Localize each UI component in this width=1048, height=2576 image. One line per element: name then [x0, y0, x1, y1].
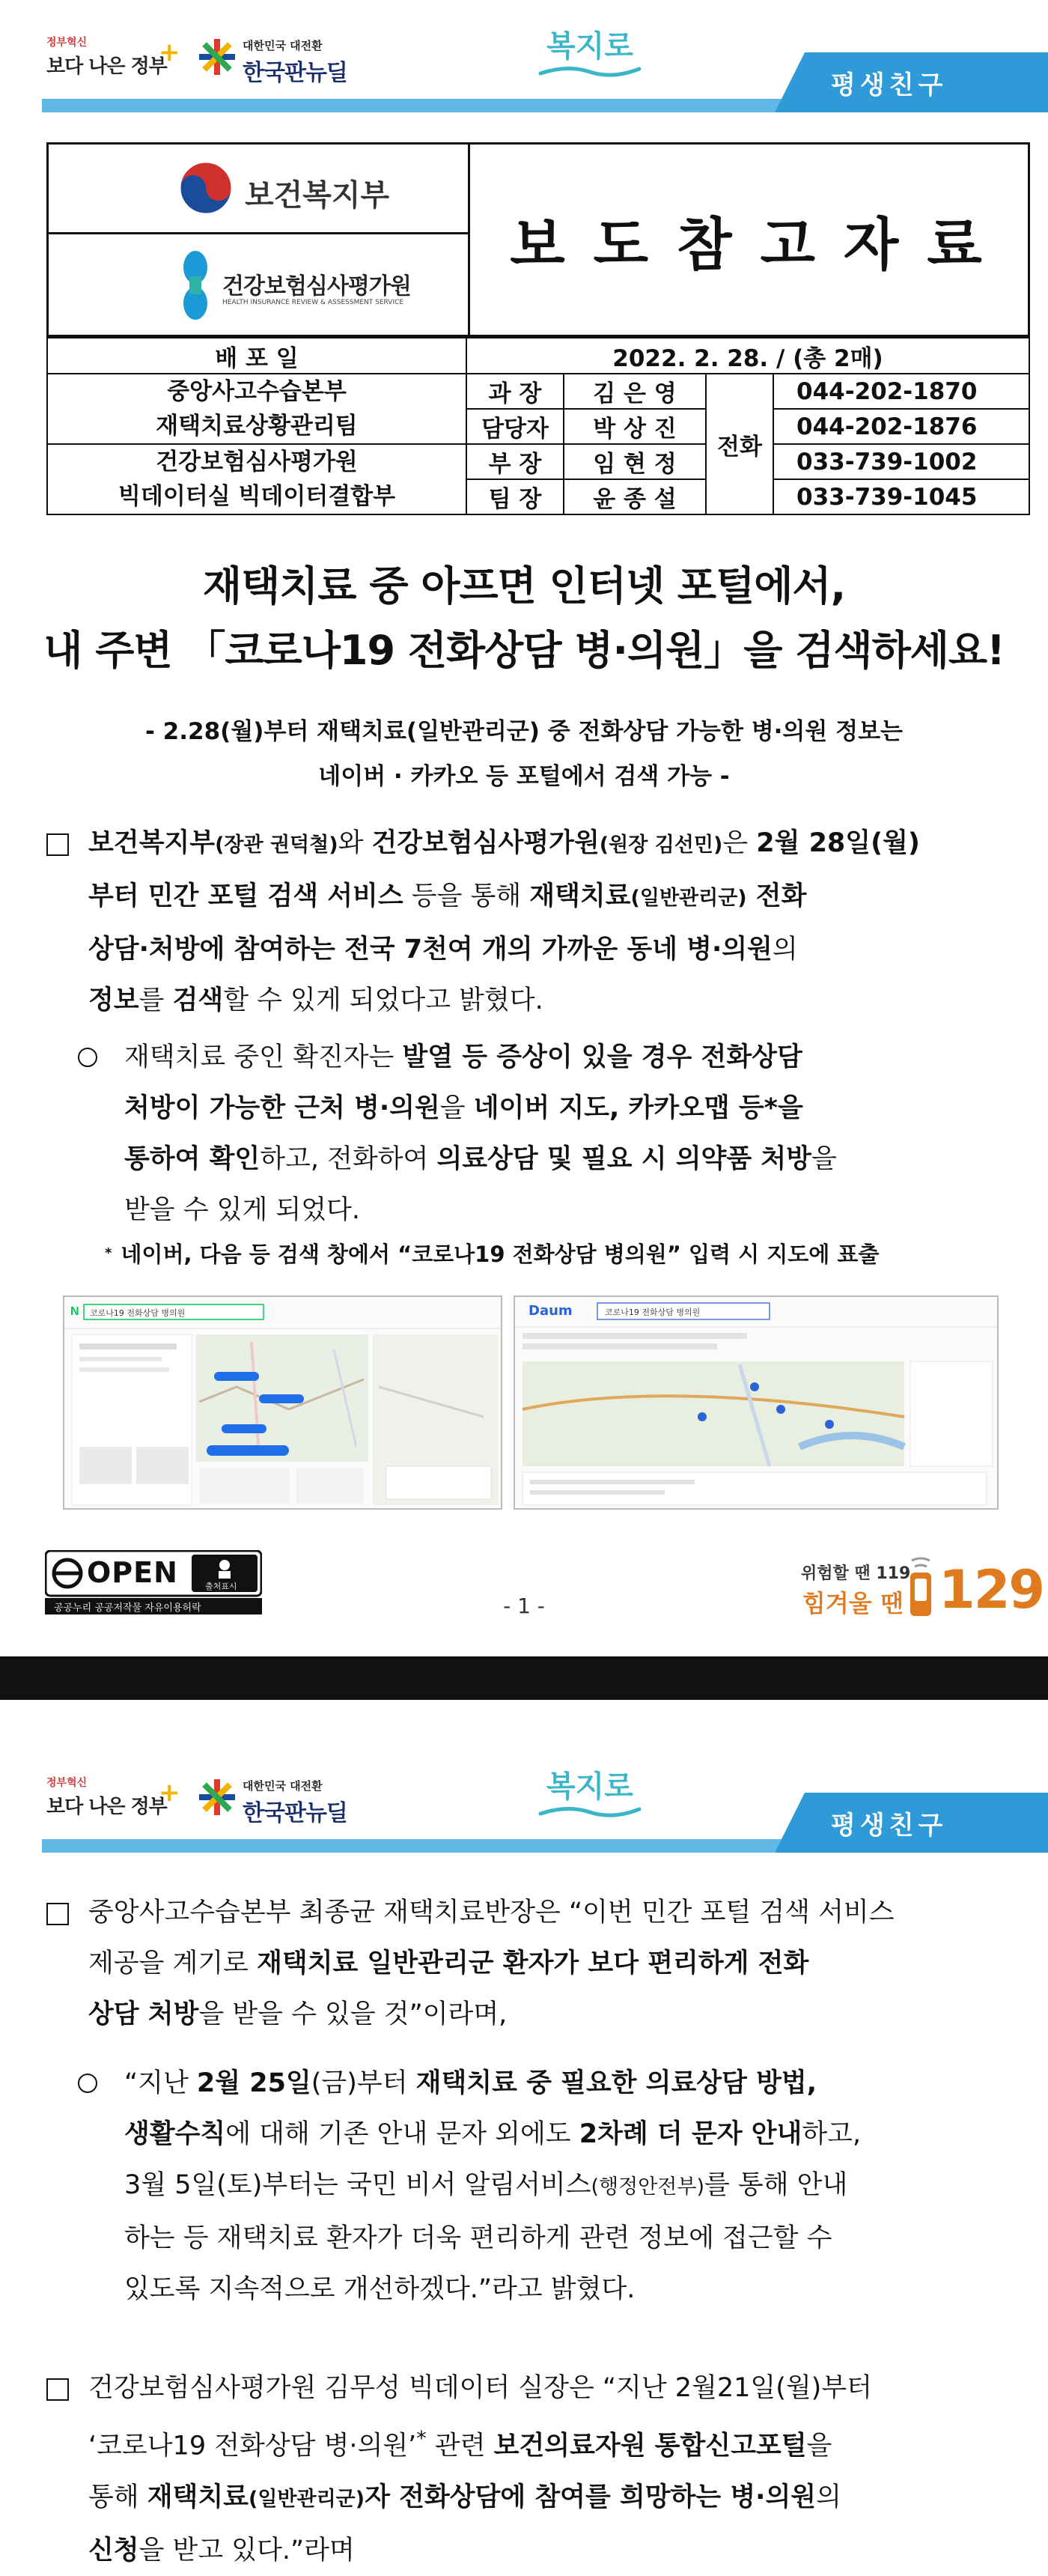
footnote-text: 네이버, 다음 등 검색 창에서 “코로나19 전화상담 병의원” 입력 시 지도에 표출	[121, 1242, 880, 1267]
checkbox-bullet	[46, 1903, 69, 1925]
text: 를 통해 안내	[704, 2170, 848, 2200]
new-deal-mark-icon	[196, 1776, 238, 1818]
text-bold-small: (장관 권덕철)	[215, 833, 338, 857]
text-bold: 상담 처방	[88, 1999, 199, 2029]
text-bold: 보건의료자원 통합신고포털	[493, 2431, 807, 2461]
headline-line-1: 재택치료 중 아프면 인터넷 포털에서,	[202, 562, 846, 610]
text: (금)부터	[311, 2068, 416, 2098]
subhead-line-2: 네이버 · 카카오 등 포털에서 검색 가능 -	[318, 763, 730, 790]
page-separator	[0, 1656, 1048, 1700]
open-badge-label: 출처표시	[205, 1582, 237, 1591]
text: 을 받을 수 있을 것”이라며,	[198, 1999, 508, 2029]
page-header	[0, 0, 1048, 120]
government-innovation-logo	[46, 34, 189, 84]
text-bold: 네이버 지도, 카카오맵 등*을	[473, 1093, 803, 1123]
paragraph-1	[88, 818, 1039, 1026]
text: “지난	[124, 2068, 197, 2098]
bokjiro-wave-icon	[537, 63, 642, 79]
page2-paragraph-1	[88, 1887, 1039, 2040]
korean-new-deal-logo	[196, 1773, 391, 1826]
page2-paragraph-3	[88, 2363, 1039, 2576]
contact-name: 임 현 정	[564, 444, 706, 479]
checkbox-bullet	[46, 2378, 69, 2401]
text: 은	[722, 828, 757, 858]
daum-logo: Daum	[528, 1303, 573, 1319]
logo-kr-bottom: 한국판뉴딜	[243, 60, 347, 86]
open-label: OPEN	[87, 1556, 178, 1589]
checkbox-bullet	[46, 833, 69, 856]
logo-gov-bottom: 보다 나은 정부	[46, 55, 167, 78]
phone-label: 전화	[706, 374, 773, 514]
text: 할 수 있게 되었다고 밝혔다.	[223, 985, 543, 1015]
open-sub-label: 공공누리 공공저작물 자유이용허락	[54, 1603, 201, 1614]
footnote	[105, 1238, 879, 1269]
text-bold: 건강보험심사평가원	[371, 828, 600, 858]
text: ‘코로나19 전화상담 병·의원’	[88, 2431, 417, 2461]
header-tab-label: 평생친구	[831, 1811, 948, 1841]
text: 에 대해 기존 안내 문자 외에도	[225, 2119, 579, 2149]
paragraph-2	[124, 1032, 1039, 1236]
text: 을 받고 있다.”라며	[138, 2535, 355, 2566]
footnote-marker: *	[416, 2427, 427, 2450]
hotline-bottom: 힘겨울 땐	[802, 1589, 904, 1617]
distribution-label: 배 포 일	[47, 338, 466, 374]
contact-role: 부 장	[466, 444, 564, 479]
dept-2-line2: 빅데이터실 빅데이터결합부	[118, 483, 396, 510]
text-bold: 전화	[746, 881, 807, 911]
text-bold: 재택치료	[147, 2482, 249, 2512]
text-bold: 재택치료 중 필요한 의료상담 방법,	[415, 2068, 817, 2098]
contact-phone: 033-739-1002	[773, 444, 1029, 479]
text-bold-small: (일반관리군)	[249, 2487, 365, 2511]
text-bold: 의료상담 및 필요 시 의약품 처방	[436, 1144, 811, 1174]
logo-kr-top: 대한민국 대전환	[243, 1779, 323, 1793]
text: 제공을 계기로	[88, 1948, 258, 1978]
contact-phone: 044-202-1870	[773, 374, 1029, 409]
text-bold: 검색	[172, 985, 224, 1015]
logo-kr-top: 대한민국 대전환	[243, 39, 323, 52]
contact-name: 박 상 진	[564, 409, 706, 444]
government-innovation-logo	[46, 1775, 189, 1824]
text: 하고,	[802, 2119, 862, 2149]
text-bold: 신청	[88, 2535, 139, 2566]
headline-line-2: 내 주변 「코로나19 전화상담 병·의원」을 검색하세요!	[43, 627, 1005, 674]
contact-role: 과 장	[466, 374, 564, 409]
distribution-row	[47, 338, 1029, 374]
text: 의	[816, 2482, 841, 2512]
plus-icon: +	[159, 1778, 180, 1808]
text-bold-small: (일반관리군)	[630, 887, 747, 910]
text: 관련	[426, 2431, 494, 2461]
dept-2	[47, 444, 466, 514]
text-bold: 부터 민간 포털 검색 서비스	[88, 881, 403, 911]
text: 재택치료 중인 확진자는	[124, 1042, 403, 1072]
text: 받을 수 있게 되었다.	[124, 1195, 360, 1225]
contact-phone: 044-202-1876	[773, 409, 1029, 444]
text: 하고, 전화하여	[260, 1144, 437, 1174]
hotline-top: 위험할 땐 119	[801, 1564, 911, 1583]
text-bold: 2월 28일(월)	[756, 828, 920, 858]
text: 등을 통해	[403, 881, 530, 911]
ministry-name: 보건복지부	[245, 178, 390, 213]
korean-new-deal-logo	[196, 33, 391, 85]
circle-bullet	[78, 1048, 97, 1067]
header-tab-label: 평생친구	[831, 70, 948, 100]
contact-row	[47, 444, 1029, 479]
logo-gov-top: 정부혁신	[46, 37, 88, 49]
text: 을	[439, 1093, 474, 1123]
page-number: - 1 -	[503, 1594, 545, 1618]
text: 을	[811, 1144, 837, 1174]
text: 와	[338, 828, 372, 858]
plus-icon: +	[159, 37, 180, 67]
contact-role: 팀 장	[466, 479, 564, 514]
dept-2-line1: 건강보험심사평가원	[156, 449, 358, 476]
text-small: (행정안전부)	[591, 2175, 704, 2199]
page-2	[0, 1700, 1048, 2566]
text-bold: 발열 등 증상이 있을 경우 전화상담	[402, 1042, 802, 1072]
text-bold: 2차례 더 문자 안내	[579, 2119, 802, 2149]
ministry-logo	[49, 145, 468, 232]
naver-map-screenshot	[63, 1295, 502, 1510]
text-bold: 자 전화상담에 참여를 희망하는 병·의원	[365, 2482, 817, 2512]
svg-text:N: N	[70, 1305, 79, 1318]
title-box	[46, 142, 1030, 337]
text: 건강보험심사평가원 김무성 빅데이터 실장은 “지난 2월21일(월)부터	[88, 2373, 872, 2403]
text-bold-small: (원장 김선민)	[599, 833, 723, 857]
text-bold: 보건복지부	[88, 828, 216, 858]
naver-search-query: 코로나19 전화상담 병의원	[90, 1308, 186, 1318]
text: 3월 5일(토)부터는 국민 비서 알림서비스	[124, 2170, 591, 2200]
document-title: 보도참고자료	[510, 210, 1011, 278]
bokjiro-logo: 복지로	[546, 28, 633, 64]
dept-1	[47, 374, 466, 444]
logo-gov-bottom: 보다 나은 정부	[46, 1796, 167, 1818]
logo-gov-top: 정부혁신	[46, 1777, 88, 1789]
text-bold: 통하여 확인	[124, 1144, 261, 1174]
text: 의	[772, 935, 798, 965]
text-bold: 상담·처방에 참여하는 전국 7천여 개의 가까운 동네 병·의원	[88, 935, 773, 965]
dept-1-line2: 재택치료상황관리팀	[156, 413, 358, 440]
agency-logo	[49, 234, 468, 335]
headline	[0, 554, 1048, 683]
text: 를	[138, 985, 173, 1015]
contact-name: 윤 종 설	[564, 479, 706, 514]
text: 중앙사고수습본부 최종균 재택치료반장은 “이번 민간 포털 검색 서비스	[88, 1898, 895, 1928]
dept-1-line1: 중앙사고수습본부	[167, 378, 347, 405]
text: 통해	[88, 2482, 147, 2512]
agency-name: 건강보험심사평가원	[222, 273, 411, 300]
bokjiro-logo: 복지로	[546, 1769, 633, 1804]
distribution-value: 2022. 2. 28. / (총 2매)	[466, 338, 1029, 374]
subhead-line-1: - 2.28(월)부터 재택치료(일반관리군) 중 전화상담 가능한 병·의원 정보는	[145, 718, 903, 745]
page2-paragraph-2	[124, 2058, 1039, 2315]
new-deal-mark-icon	[196, 36, 238, 78]
bokjiro-wave-icon	[537, 1803, 642, 1820]
phone-icon	[906, 1556, 936, 1619]
text-bold: 처방이 가능한 근처 병·의원	[124, 1093, 440, 1123]
text: 있도록 지속적으로 개선하겠다.”라고 밝혔다.	[124, 2274, 636, 2304]
contact-row	[47, 374, 1029, 409]
daum-search-query: 코로나19 전화상담 병의원	[605, 1307, 701, 1317]
text: 을	[806, 2431, 832, 2461]
contact-role: 담당자	[466, 409, 564, 444]
footnote-marker: *	[105, 1245, 112, 1261]
text-bold: 재택치료	[529, 881, 631, 911]
hotline-number: 129	[939, 1559, 1044, 1620]
logo-kr-bottom: 한국판뉴딜	[243, 1800, 347, 1826]
subheadline	[0, 709, 1048, 799]
text: 하는 등 재택치료 환자가 더욱 편리하게 관련 정보에 접근할 수	[124, 2223, 832, 2253]
text-bold: 생활수칙	[124, 2119, 226, 2149]
page-header	[0, 1740, 1048, 1860]
contact-name: 김 은 영	[564, 374, 706, 409]
text-bold: 2월 25일	[196, 2068, 311, 2098]
text-bold: 재택치료 일반관리군 환자가 보다 편리하게 전화	[257, 1948, 809, 1978]
circle-bullet	[78, 2074, 97, 2093]
kakao-map-screenshot	[514, 1295, 999, 1510]
contact-phone: 033-739-1045	[773, 479, 1029, 514]
text-bold: 정보	[88, 985, 139, 1015]
agency-name-en: HEALTH INSURANCE REVIEW & ASSESSMENT SERVICE	[222, 299, 404, 306]
hotline-logo	[801, 1547, 1044, 1622]
contact-table	[46, 337, 1030, 515]
